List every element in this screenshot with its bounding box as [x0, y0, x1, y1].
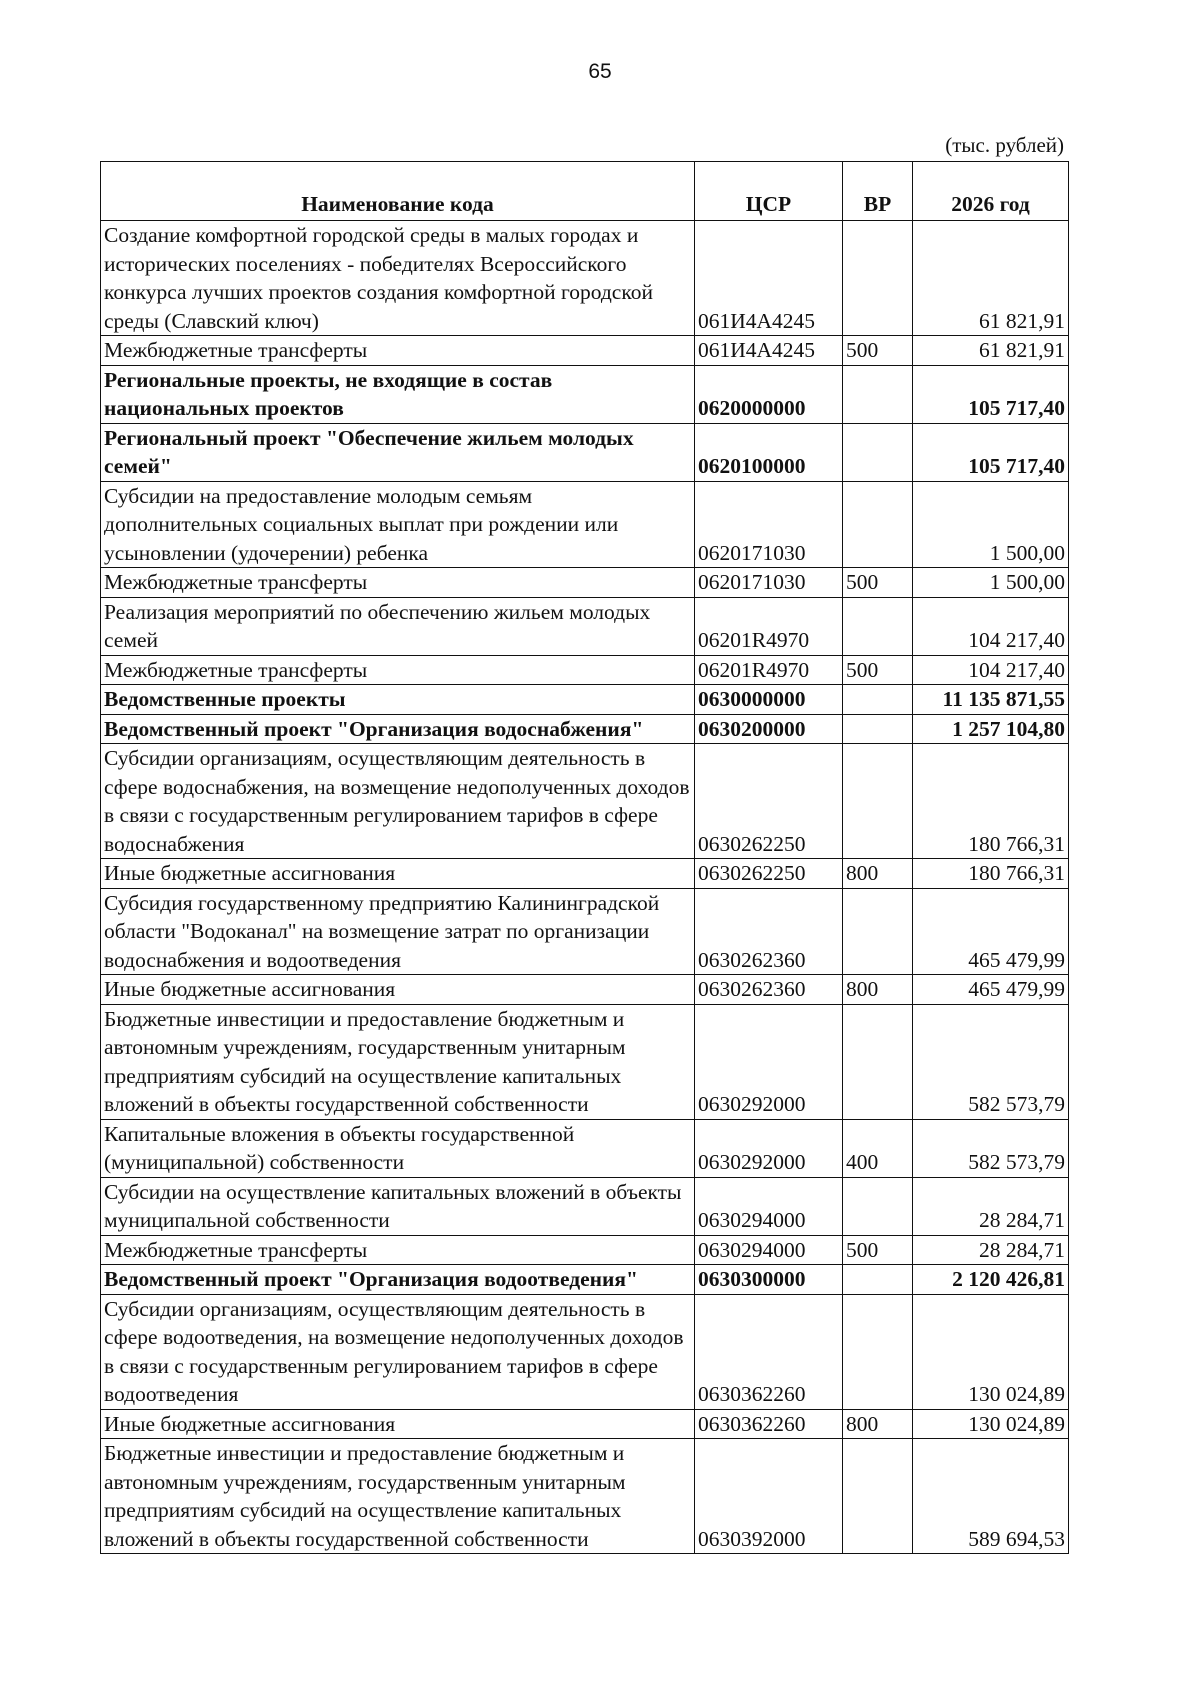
- cell-csr: 0630292000: [695, 1119, 843, 1177]
- cell-sum: 28 284,71: [913, 1235, 1069, 1265]
- cell-name: Бюджетные инвестиции и предоставление бюджетным и автономным учреждениям, государственным унитарным предприятиям субсидий на осуществление капитальных вложений в объекты государственной собственности: [101, 1004, 695, 1119]
- header-vr: ВР: [843, 162, 913, 221]
- cell-vr: [843, 597, 913, 655]
- table-row: [101, 859, 1069, 889]
- cell-name: Межбюджетные трансферты: [101, 655, 695, 685]
- cell-sum: 11 135 871,55: [913, 685, 1069, 715]
- cell-sum: 61 821,91: [913, 336, 1069, 366]
- cell-sum: 2 120 426,81: [913, 1265, 1069, 1295]
- cell-name: Межбюджетные трансферты: [101, 568, 695, 598]
- cell-sum: 28 284,71: [913, 1177, 1069, 1235]
- cell-sum: 180 766,31: [913, 744, 1069, 859]
- cell-csr: 0620000000: [695, 365, 843, 423]
- cell-name: Региональный проект "Обеспечение жильем молодых семей": [101, 423, 695, 481]
- cell-sum: 1 500,00: [913, 481, 1069, 568]
- cell-sum: 582 573,79: [913, 1119, 1069, 1177]
- cell-vr: 800: [843, 859, 913, 889]
- cell-name: Субсидии на предоставление молодым семьям дополнительных социальных выплат при рождении или усыновлении (удочерении) ребенка: [101, 481, 695, 568]
- table-row: [101, 1265, 1069, 1295]
- header-name: Наименование кода: [101, 162, 695, 221]
- cell-csr: 0620100000: [695, 423, 843, 481]
- cell-name: Иные бюджетные ассигнования: [101, 975, 695, 1005]
- table-row: [101, 685, 1069, 715]
- cell-csr: 0630292000: [695, 1004, 843, 1119]
- table-row: [101, 568, 1069, 598]
- table-row: [101, 221, 1069, 336]
- cell-csr: 0630392000: [695, 1439, 843, 1554]
- table-row: [101, 1235, 1069, 1265]
- cell-sum: 465 479,99: [913, 975, 1069, 1005]
- cell-vr: [843, 1439, 913, 1554]
- cell-sum: 105 717,40: [913, 365, 1069, 423]
- cell-sum: 582 573,79: [913, 1004, 1069, 1119]
- cell-vr: 800: [843, 1409, 913, 1439]
- table-row: [101, 975, 1069, 1005]
- cell-vr: 500: [843, 336, 913, 366]
- cell-csr: 06201R4970: [695, 597, 843, 655]
- table-row: [101, 1177, 1069, 1235]
- cell-csr: 0620171030: [695, 481, 843, 568]
- cell-sum: 589 694,53: [913, 1439, 1069, 1554]
- cell-vr: 500: [843, 568, 913, 598]
- cell-sum: 1 257 104,80: [913, 714, 1069, 744]
- table-row: [101, 1004, 1069, 1119]
- cell-name: Субсидия государственному предприятию Калининградской области "Водоканал" на возмещение затрат по организации водоснабжения и водоотведения: [101, 888, 695, 975]
- table-row: [101, 888, 1069, 975]
- cell-csr: 0630362260: [695, 1294, 843, 1409]
- cell-vr: [843, 888, 913, 975]
- table-row: [101, 597, 1069, 655]
- cell-csr: 06201R4970: [695, 655, 843, 685]
- table-row: [101, 1119, 1069, 1177]
- cell-name: Ведомственный проект "Организация водоснабжения": [101, 714, 695, 744]
- cell-name: Ведомственные проекты: [101, 685, 695, 715]
- header-csr: ЦСР: [695, 162, 843, 221]
- cell-vr: [843, 685, 913, 715]
- cell-name: Реализация мероприятий по обеспечению жильем молодых семей: [101, 597, 695, 655]
- cell-name: Ведомственный проект "Организация водоотведения": [101, 1265, 695, 1295]
- cell-name: Субсидии на осуществление капитальных вложений в объекты муниципальной собственности: [101, 1177, 695, 1235]
- cell-csr: 0630200000: [695, 714, 843, 744]
- cell-name: Иные бюджетные ассигнования: [101, 859, 695, 889]
- cell-vr: [843, 365, 913, 423]
- cell-sum: 61 821,91: [913, 221, 1069, 336]
- cell-vr: 400: [843, 1119, 913, 1177]
- cell-name: Субсидии организациям, осуществляющим деятельность в сфере водоснабжения, на возмещение недополученных доходов в связи с государственным регулированием тарифов в сфере водоснабжения: [101, 744, 695, 859]
- cell-csr: 0630262250: [695, 859, 843, 889]
- cell-csr: 061И4А4245: [695, 221, 843, 336]
- table-row: [101, 1294, 1069, 1409]
- cell-name: Бюджетные инвестиции и предоставление бюджетным и автономным учреждениям, государственным унитарным предприятиям субсидий на осуществление капитальных вложений в объекты государственной собственности: [101, 1439, 695, 1554]
- cell-csr: 0630262360: [695, 975, 843, 1005]
- budget-table: [100, 161, 1069, 1554]
- cell-csr: 0630294000: [695, 1235, 843, 1265]
- cell-sum: 130 024,89: [913, 1294, 1069, 1409]
- cell-vr: [843, 1004, 913, 1119]
- cell-name: Региональные проекты, не входящие в состав национальных проектов: [101, 365, 695, 423]
- cell-vr: 500: [843, 655, 913, 685]
- units-label: (тыс. рублей): [945, 133, 1064, 157]
- cell-name: Иные бюджетные ассигнования: [101, 1409, 695, 1439]
- cell-name: Межбюджетные трансферты: [101, 336, 695, 366]
- header-year: 2026 год: [913, 162, 1069, 221]
- cell-sum: 465 479,99: [913, 888, 1069, 975]
- cell-vr: [843, 1294, 913, 1409]
- cell-vr: [843, 744, 913, 859]
- cell-vr: [843, 1177, 913, 1235]
- cell-sum: 104 217,40: [913, 597, 1069, 655]
- cell-csr: 0630294000: [695, 1177, 843, 1235]
- table-row: [101, 423, 1069, 481]
- table-row: [101, 336, 1069, 366]
- cell-sum: 105 717,40: [913, 423, 1069, 481]
- table-row: [101, 714, 1069, 744]
- table-row: [101, 655, 1069, 685]
- cell-vr: 500: [843, 1235, 913, 1265]
- table-header-row: [101, 162, 1069, 221]
- cell-name: Создание комфортной городской среды в малых городах и исторических поселениях - победителях Всероссийского конкурса лучших проектов создания комфортной городской среды (Славский ключ): [101, 221, 695, 336]
- cell-csr: 0630262250: [695, 744, 843, 859]
- cell-csr: 0630262360: [695, 888, 843, 975]
- cell-vr: 800: [843, 975, 913, 1005]
- page-number: 65: [588, 60, 612, 83]
- cell-csr: 061И4А4245: [695, 336, 843, 366]
- cell-csr: 0630362260: [695, 1409, 843, 1439]
- cell-vr: [843, 423, 913, 481]
- table-row: [101, 481, 1069, 568]
- cell-name: Межбюджетные трансферты: [101, 1235, 695, 1265]
- cell-sum: 1 500,00: [913, 568, 1069, 598]
- table-row: [101, 365, 1069, 423]
- cell-name: Субсидии организациям, осуществляющим деятельность в сфере водоотведения, на возмещение недополученных доходов в связи с государственным регулированием тарифов в сфере водоотведения: [101, 1294, 695, 1409]
- cell-csr: 0630300000: [695, 1265, 843, 1295]
- cell-csr: 0630000000: [695, 685, 843, 715]
- cell-vr: [843, 714, 913, 744]
- table-row: [101, 1409, 1069, 1439]
- table-body: [101, 221, 1069, 1554]
- cell-vr: [843, 481, 913, 568]
- cell-sum: 180 766,31: [913, 859, 1069, 889]
- table-row: [101, 1439, 1069, 1554]
- cell-name: Капитальные вложения в объекты государственной (муниципальной) собственности: [101, 1119, 695, 1177]
- table-row: [101, 744, 1069, 859]
- cell-sum: 130 024,89: [913, 1409, 1069, 1439]
- cell-vr: [843, 221, 913, 336]
- cell-sum: 104 217,40: [913, 655, 1069, 685]
- cell-csr: 0620171030: [695, 568, 843, 598]
- cell-vr: [843, 1265, 913, 1295]
